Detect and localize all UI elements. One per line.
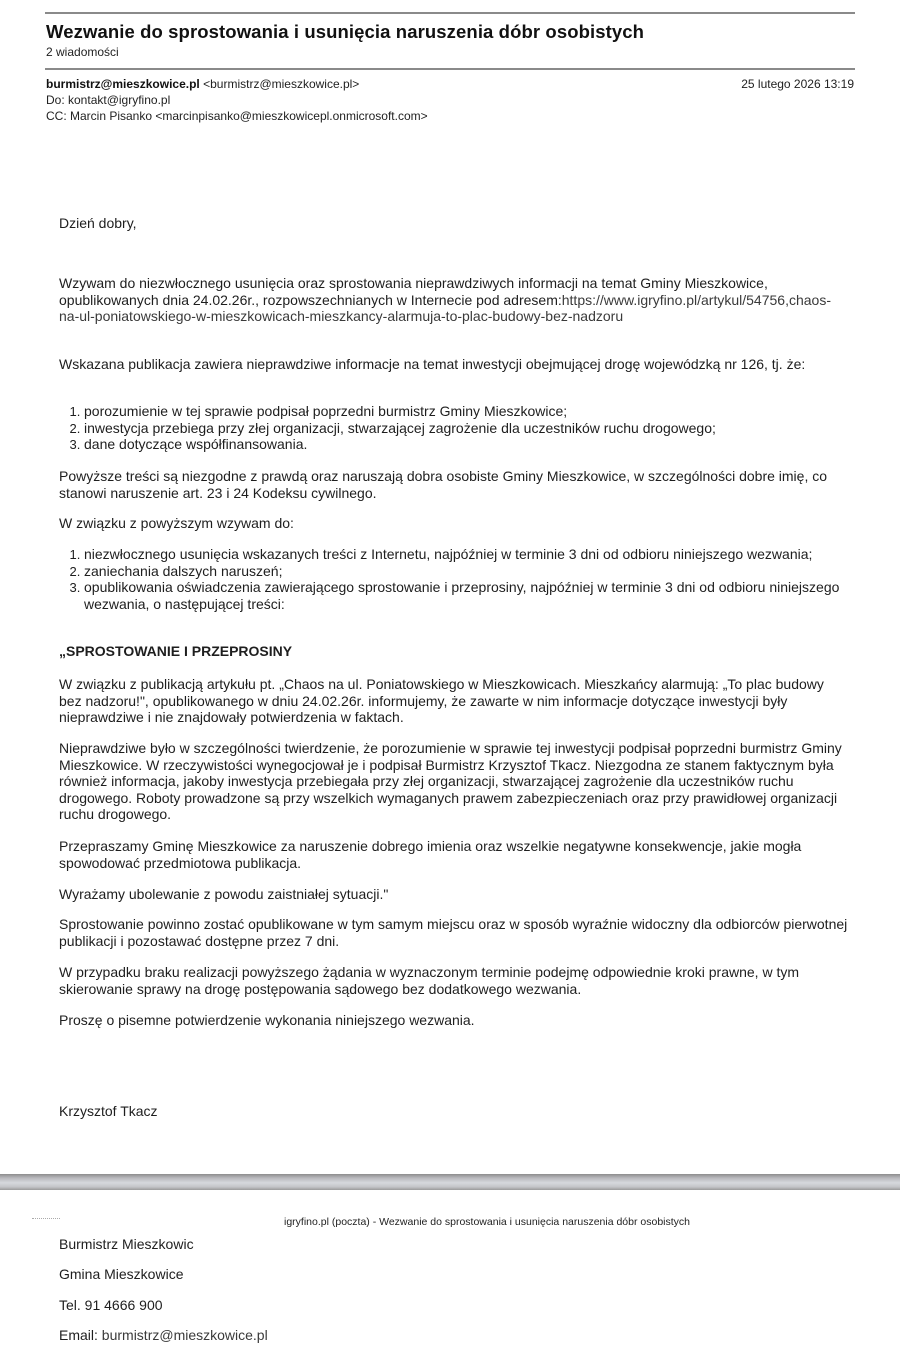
correction-paragraph-2: Nieprawdziwe było w szczególności twierdzenie, że porozumienie w sprawie tej inwestycji podpisał poprzedni burmistrz Gminy Mieszkowice. W rzeczywistości wynegocjował je i podpisał Burmistrz Krzysztof Tkacz. Niezgodna ze stanem faktycznym była również informacja, jakoby inwestycja przebiegała przy złej organizacji, stwarzającej zagrożenie dla uczestników ruchu drogowego. Roboty prowadzone są przy wszelkich wymaganych prawem zabezpieczeniach oraz przy prawidłowej organizacji ruchu drogowego. xyxy=(59,740,842,822)
demands-intro: W związku z powyższym wzywam do: xyxy=(59,515,294,531)
greeting: Dzień dobry, xyxy=(59,215,137,231)
list-item: 3. opublikowania oświadczenia zawierającego sprostowanie i przeprosiny, najpóźniej w terminie 3 dni od odbioru niniejszego wezwania, o następującej treści: xyxy=(84,579,852,612)
list-item: 1. porozumienie w tej sprawie podpisał poprzedni burmistrz Gminy Mieszkowice; xyxy=(84,403,852,420)
correction-heading: „SPROSTOWANIE I PRZEPROSINY xyxy=(59,643,293,659)
email-label: Email: xyxy=(59,1327,98,1343)
violation-paragraph: Powyższe treści są niezgodne z prawdą oraz naruszają dobra osobiste Gminy Mieszkowice, w szczególności dobre imię, co stanowi naruszenie art. 23 i 24 Kodeksu cywilnego. xyxy=(59,468,828,501)
sender-address[interactable]: <burmistrz@mieszkowice.pl> xyxy=(203,77,360,91)
demands-list xyxy=(62,546,852,612)
signature-email-link[interactable]: burmistrz@mieszkowice.pl xyxy=(101,1327,268,1343)
print-mark xyxy=(32,1218,60,1222)
cc-line: CC: Marcin Pisanko <marcinpisanko@mieszkowicepl.onmicrosoft.com> xyxy=(46,109,428,123)
regret-paragraph: Wyrażamy ubolewanie z powodu zaistniałej sytuacji." xyxy=(59,886,389,902)
demand-paragraph xyxy=(59,275,849,325)
sender-name[interactable]: burmistrz@mieszkowice.pl xyxy=(46,77,200,91)
message-count: 2 wiadomości xyxy=(46,45,119,59)
top-divider xyxy=(45,12,855,14)
list-item: 2. inwestycja przebiega przy złej organizacji, stwarzającej zagrożenie dla uczestników ruchu drogowego; xyxy=(84,420,852,437)
publication-requirements-paragraph: Sprostowanie powinno zostać opublikowane w tym samym miejscu oraz w sposób wyraźnie widoczny dla odbiorców pierwotnej publikacji i pozostawać dostępne przez 7 dni. xyxy=(59,916,848,949)
list-item: 2. zaniechania dalszych naruszeń; xyxy=(84,563,852,580)
publication-claims-paragraph: Wskazana publikacja zawiera nieprawdziwe informacje na temat inwestycji obejmującej drogę wojewódzką nr 126, tj. że: xyxy=(59,356,806,372)
page-break-separator xyxy=(0,1174,900,1190)
signature-phone: Tel. 91 4666 900 xyxy=(59,1297,163,1313)
signature-email-line xyxy=(59,1327,268,1343)
article-url-link[interactable]: https://www.igryfino.pl/artykul/54756,chaos-na-ul-poniatowskiego-w-mieszkowicach-mieszkancy-alarmuja-to-plac-budowy-bez-nadzoru xyxy=(59,291,831,324)
signature-name: Krzysztof Tkacz xyxy=(59,1103,158,1119)
list-item: 1. niezwłocznego usunięcia wskazanych treści z Internetu, najpóźniej w terminie 3 dni od odbioru niniejszego wezwania; xyxy=(84,546,852,563)
header-divider xyxy=(45,68,855,70)
correction-paragraph-1: W związku z publikacją artykułu pt. „Chaos na ul. Poniatowskiego w Mieszkowicach. Mieszkańcy alarmują: „To plac budowy bez nadzoru!", opublikowanego w dniu 24.02.26r. informujemy, że zawarte w nim informacje dotyczące inwestycji były nieprawdziwe i nie znajdowały potwierdzenia w faktach. xyxy=(59,676,824,725)
print-page-header: igryfino.pl (poczta) - Wezwanie do sprostowania i usunięcia naruszenia dóbr osobistych xyxy=(284,1216,691,1228)
apology-paragraph: Przepraszamy Gminę Mieszkowice za naruszenie dobrego imienia oraz wszelkie negatywne konsekwencje, jakie mogła spowodować przedmiotowa publikacja. xyxy=(59,838,802,871)
false-claims-list xyxy=(62,403,852,453)
confirmation-request: Proszę o pisemne potwierdzenie wykonania niniejszego wezwania. xyxy=(59,1012,475,1028)
email-date: 25 lutego 2026 13:19 xyxy=(741,77,854,91)
sender-line xyxy=(46,77,359,92)
recipient-line: Do: kontakt@igryfino.pl xyxy=(46,93,171,107)
legal-action-paragraph: W przypadku braku realizacji powyższego żądania w wyznaczonym terminie podejmę odpowiednie kroki prawne, w tym skierowanie sprawy na drogę postępowania sądowego bez dodatkowego wezwania. xyxy=(59,964,799,997)
signature-title: Burmistrz Mieszkowic xyxy=(59,1236,194,1252)
signature-organization: Gmina Mieszkowice xyxy=(59,1266,184,1282)
email-subject: Wezwanie do sprostowania i usunięcia naruszenia dóbr osobistych xyxy=(46,21,645,42)
demand-text: Wzywam do niezwłocznego usunięcia oraz sprostowania nieprawdziwych informacji na temat Gminy Mieszkowice, opublikowanych dnia 24.02.26r., rozpowszechnianych w Internecie pod adresem: xyxy=(59,275,768,308)
list-item: 3. dane dotyczące współfinansowania. xyxy=(84,436,852,453)
